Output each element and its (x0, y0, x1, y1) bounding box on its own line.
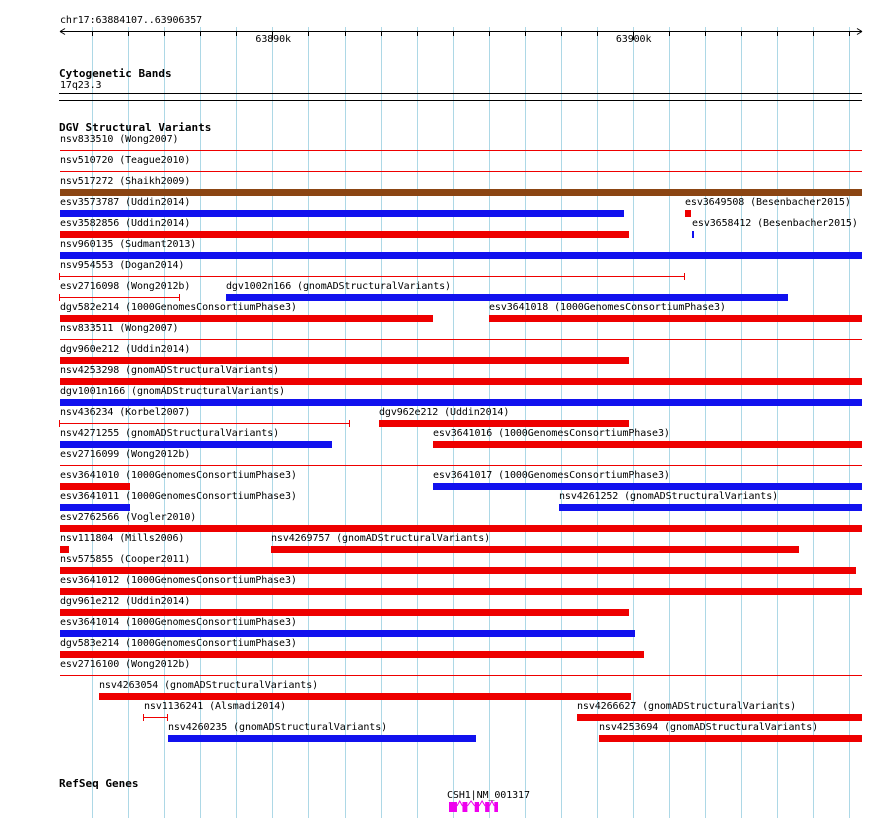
dgv-feature-label[interactable]: nsv4253298 (gnomADStructuralVariants) (60, 365, 280, 376)
dgv-feature-bar[interactable] (60, 675, 862, 676)
dgv-feature-label[interactable]: nsv954553 (Dogan2014) (60, 260, 185, 271)
dgv-feature-label[interactable]: dgv962e212 (Uddin2014) (379, 407, 510, 418)
gene-intron (467, 801, 474, 806)
cytoband-label: 17q23.3 (60, 80, 102, 91)
dgv-feature-label[interactable]: esv2716099 (Wong2012b) (60, 449, 191, 460)
dgv-feature-bar[interactable] (271, 546, 799, 553)
dgv-feature-label[interactable]: nsv4263054 (gnomADStructuralVariants) (99, 680, 319, 691)
gene-intron (479, 801, 485, 806)
dgv-feature-label[interactable]: nsv833510 (Wong2007) (60, 134, 179, 145)
dgv-feature-label[interactable]: nsv575855 (Cooper2011) (60, 554, 191, 565)
dgv-feature-label[interactable]: esv3641018 (1000GenomesConsortiumPhase3) (489, 302, 726, 313)
dgv-feature-bar[interactable] (60, 441, 332, 448)
dgv-feature-label[interactable]: esv3641014 (1000GenomesConsortiumPhase3) (60, 617, 297, 628)
dgv-feature-label[interactable]: esv3649508 (Besenbacher2015) (685, 197, 851, 208)
dgv-feature-bar[interactable] (226, 294, 788, 301)
dgv-feature-bar[interactable] (489, 315, 862, 322)
dgv-feature-cap (349, 420, 350, 427)
dgv-feature-bar[interactable] (692, 231, 694, 238)
dgv-track-title: DGV Structural Variants (59, 121, 212, 134)
dgv-feature-label[interactable]: nsv4253694 (gnomADStructuralVariants) (599, 722, 819, 733)
dgv-feature-cap (167, 714, 168, 721)
dgv-feature-label[interactable]: esv2762566 (Vogler2010) (60, 512, 197, 523)
dgv-feature-bar[interactable] (60, 210, 624, 217)
dgv-feature-bar[interactable] (577, 714, 862, 721)
dgv-feature-bar[interactable] (60, 357, 629, 364)
dgv-feature-bar[interactable] (599, 735, 862, 742)
dgv-feature-label[interactable]: esv3641012 (1000GenomesConsortiumPhase3) (60, 575, 297, 586)
dgv-feature-label[interactable]: nsv4271255 (gnomADStructuralVariants) (60, 428, 280, 439)
dgv-feature-bar[interactable] (60, 399, 862, 406)
dgv-feature-label[interactable]: nsv4266627 (gnomADStructuralVariants) (577, 701, 797, 712)
dgv-feature-label[interactable]: dgv961e212 (Uddin2014) (60, 596, 191, 607)
dgv-feature-bar[interactable] (60, 546, 69, 553)
dgv-feature-bar[interactable] (60, 252, 862, 259)
dgv-feature-label[interactable]: esv3641016 (1000GenomesConsortiumPhase3) (433, 428, 670, 439)
cytoband-bar-bottom (59, 100, 862, 101)
dgv-feature-cap (59, 273, 60, 280)
dgv-feature-bar[interactable] (433, 441, 862, 448)
dgv-feature-bar[interactable] (60, 588, 862, 595)
dgv-feature-cap (59, 294, 60, 301)
dgv-feature-bar[interactable] (60, 297, 180, 298)
dgv-feature-label[interactable]: nsv510720 (Teague2010) (60, 155, 191, 166)
dgv-feature-bar[interactable] (60, 231, 629, 238)
dgv-feature-label[interactable]: nsv436234 (Korbel2007) (60, 407, 191, 418)
dgv-feature-bar[interactable] (60, 630, 635, 637)
dgv-feature-cap (59, 420, 60, 427)
gene-intron (489, 801, 494, 806)
dgv-feature-bar[interactable] (60, 651, 644, 658)
dgv-feature-bar[interactable] (60, 465, 862, 466)
dgv-feature-bar[interactable] (60, 150, 862, 151)
dgv-feature-label[interactable]: nsv1136241 (Alsmadi2014) (144, 701, 287, 712)
dgv-feature-cap (143, 714, 144, 721)
gene-model[interactable] (449, 800, 498, 814)
dgv-feature-bar[interactable] (60, 189, 862, 196)
dgv-feature-bar[interactable] (60, 171, 862, 172)
dgv-feature-label[interactable]: nsv111804 (Mills2006) (60, 533, 185, 544)
dgv-feature-label[interactable]: esv3641011 (1000GenomesConsortiumPhase3) (60, 491, 297, 502)
dgv-feature-bar[interactable] (559, 504, 862, 511)
dgv-feature-label[interactable]: nsv4269757 (gnomADStructuralVariants) (271, 533, 491, 544)
dgv-feature-bar[interactable] (60, 525, 862, 532)
dgv-feature-label[interactable]: dgv582e214 (1000GenomesConsortiumPhase3) (60, 302, 297, 313)
gene-exon (494, 802, 498, 812)
dgv-feature-bar[interactable] (60, 423, 350, 424)
dgv-feature-bar[interactable] (99, 693, 631, 700)
dgv-feature-label[interactable]: nsv960135 (Sudmant2013) (60, 239, 197, 250)
dgv-feature-bar[interactable] (379, 420, 629, 427)
dgv-feature-bar[interactable] (60, 339, 862, 340)
dgv-feature-bar[interactable] (60, 483, 130, 490)
ruler[interactable] (0, 0, 890, 50)
dgv-feature-label[interactable]: esv3573787 (Uddin2014) (60, 197, 191, 208)
dgv-feature-label[interactable]: esv3658412 (Besenbacher2015) (692, 218, 858, 229)
dgv-feature-bar[interactable] (144, 717, 168, 718)
dgv-feature-label[interactable]: esv3582856 (Uddin2014) (60, 218, 191, 229)
dgv-feature-cap (684, 273, 685, 280)
dgv-feature-label[interactable]: dgv1001n166 (gnomADStructuralVariants) (60, 386, 285, 397)
dgv-feature-label[interactable]: nsv4260235 (gnomADStructuralVariants) (168, 722, 388, 733)
cytoband-bar[interactable] (59, 93, 862, 94)
ruler-tick-label: 63900k (615, 34, 652, 45)
dgv-feature-bar[interactable] (685, 210, 691, 217)
dgv-feature-bar[interactable] (60, 315, 433, 322)
gene-exon (462, 802, 467, 812)
dgv-feature-label[interactable]: esv2716100 (Wong2012b) (60, 659, 191, 670)
gene-exon (449, 802, 457, 812)
dgv-feature-label[interactable]: nsv4261252 (gnomADStructuralVariants) (559, 491, 779, 502)
dgv-feature-bar[interactable] (60, 276, 685, 277)
dgv-feature-label[interactable]: dgv583e214 (1000GenomesConsortiumPhase3) (60, 638, 297, 649)
dgv-feature-label[interactable]: nsv517272 (Shaikh2009) (60, 176, 191, 187)
dgv-feature-bar[interactable] (433, 483, 862, 490)
gene-exon (485, 802, 489, 812)
gene-label: CSH1|NM_001317 (447, 790, 530, 801)
dgv-feature-label[interactable]: esv2716098 (Wong2012b) (60, 281, 191, 292)
gene-intron (457, 801, 463, 806)
dgv-feature-label[interactable]: dgv1002n166 (gnomADStructuralVariants) (226, 281, 451, 292)
dgv-feature-label[interactable]: nsv833511 (Wong2007) (60, 323, 179, 334)
dgv-feature-label[interactable]: esv3641010 (1000GenomesConsortiumPhase3) (60, 470, 297, 481)
dgv-feature-bar[interactable] (60, 378, 862, 385)
ruler-tick-label: 63890k (255, 34, 291, 45)
gene-exon (475, 802, 479, 812)
dgv-feature-label[interactable]: dgv960e212 (Uddin2014) (60, 344, 191, 355)
dgv-feature-label[interactable]: esv3641017 (1000GenomesConsortiumPhase3) (433, 470, 670, 481)
dgv-feature-bar[interactable] (60, 504, 130, 511)
dgv-feature-bar[interactable] (60, 567, 856, 574)
dgv-feature-bar[interactable] (168, 735, 476, 742)
cytoband-track-title: Cytogenetic Bands (59, 67, 172, 80)
ruler-location: chr17:63884107..63906357 (60, 15, 203, 26)
refseq-track-title: RefSeq Genes (59, 777, 139, 790)
dgv-feature-bar[interactable] (60, 609, 629, 616)
dgv-feature-cap (179, 294, 180, 301)
